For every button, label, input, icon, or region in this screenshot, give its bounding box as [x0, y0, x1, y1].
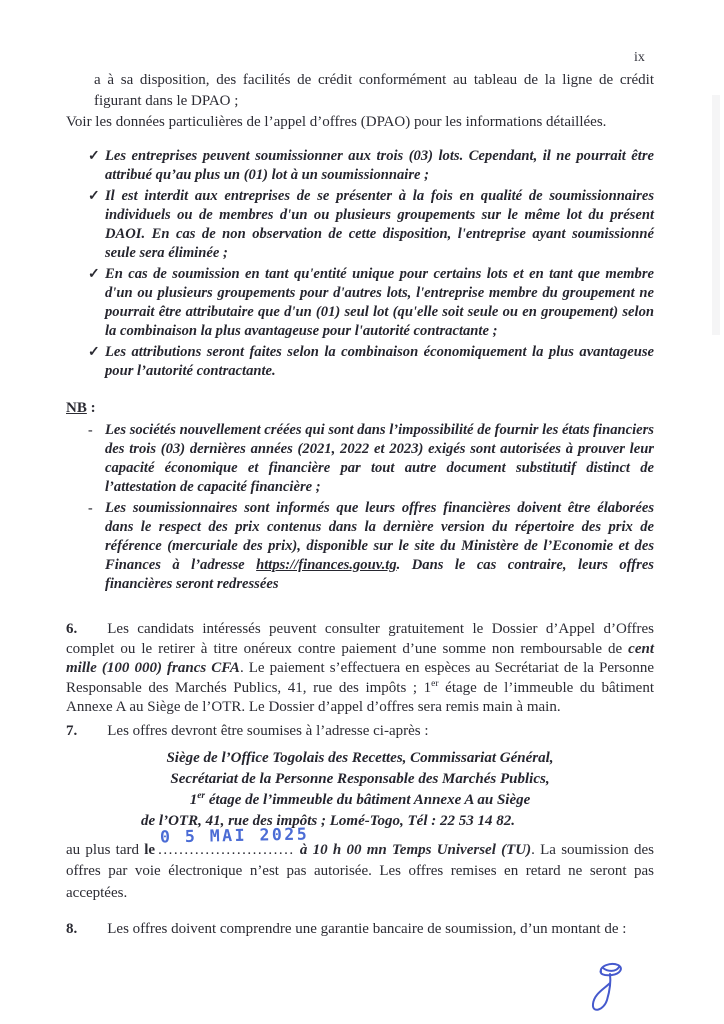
nb-heading — [66, 399, 654, 418]
section-6-paragraph — [66, 620, 654, 718]
address-line — [66, 790, 654, 811]
condition-text: En cas de soumission en tant qu'entité unique pour certains lots et en tant que membre d'un ou plusieurs groupements pour d'autres lots, l'entreprise membre du groupement ne pourrait être attributaire que d'un (01) seul lot (qu'elle soit seule ou en groupement) selon la combinaison la plus avantageuse pour l'autorité contractante ; — [105, 266, 654, 339]
section-text: Les candidats intéressés peuvent consulter gratuitement le Dossier d’Appel d’Offres complet ou le retirer à titre onéreux contre paiement d’une somme non remboursable de — [66, 621, 654, 657]
section-number: 6. — [66, 621, 78, 637]
nb-item-text: Les sociétés nouvellement créées qui sont dans l’impossibilité de fournir les états financiers des trois (03) dernières années (2021, 2022 et 2023) exigés sont autorisées à prouver leur capacité économique et financière par tout autre document substitutif distinct de l’attestation de capacité financière ; — [105, 422, 654, 495]
date-stamp: 0 5 MAI 2025 — [159, 823, 310, 847]
ordinal-superscript: er — [197, 790, 206, 801]
address-line: de l’OTR, 41, rue des impôts ; Lomé-Togo, Tél : 22 53 14 82. — [141, 812, 515, 829]
check-icon: ✓ — [88, 267, 100, 282]
dash-marker: - — [88, 423, 93, 438]
nb-item-pre: Les soumissionnaires sont informés que leurs offres financières doivent être élaborées dans le respect des prix contenus dans la dernière version du répertoire des prix de référence (mercuriale des prix), disponible sur le site du Ministère de l’Economie et des Finances à l’adresse — [105, 500, 654, 573]
dotted-line: .......................... — [158, 841, 295, 858]
section-8-paragraph — [66, 919, 654, 940]
submission-address — [66, 748, 654, 832]
list-item — [66, 265, 654, 341]
list-item — [66, 147, 654, 185]
intro-note: Voir les données particulières de l’appel d’offres (DPAO) pour les informations détaillées. — [66, 114, 607, 130]
deadline-post: . La soumission des offres par voie électronique n’est pas autorisée. Les offres remises en retard ne seront pas acceptées. — [66, 841, 654, 901]
page-number: ix — [634, 50, 645, 65]
section-number: 8. — [66, 921, 78, 937]
scan-artifact — [712, 95, 720, 335]
nb-item-post: . Dans le cas contraire, leurs offres financières seront redressées — [105, 557, 654, 592]
nb-label: NB — [66, 400, 87, 416]
nb-list — [66, 421, 654, 594]
ordinal-superscript: er — [431, 678, 439, 689]
deadline-pre: au plus tard — [66, 841, 145, 858]
intro-hanging-item: a à sa disposition, des facilités de crédit conformément au tableau de la ligne de crédit figurant dans le DPAO ; — [94, 72, 654, 109]
check-icon: ✓ — [88, 189, 100, 204]
section-number: 7. — [66, 722, 78, 739]
check-icon: ✓ — [88, 345, 100, 360]
finances-url-link[interactable]: https://finances.gouv.tg — [256, 557, 397, 573]
address-line: Secrétariat de la Personne Responsable des Marchés Publics, — [170, 770, 550, 787]
check-icon: ✓ — [88, 149, 100, 164]
condition-text: Les attributions seront faites selon la combinaison économiquement la plus avantageuse pour l’autorité contractante. — [105, 344, 654, 379]
nb-colon: : — [86, 400, 96, 416]
section-text: Les offres devront être soumises à l’adresse ci-après : — [107, 722, 429, 739]
nb-item-text — [105, 499, 654, 594]
conditions-list — [66, 147, 654, 381]
list-item — [66, 187, 654, 263]
deadline-time: à 10 h 00 mn Temps Universel (TU) — [294, 841, 532, 858]
fee-amount: cent mille (100 000) francs CFA — [66, 640, 654, 676]
list-item — [66, 499, 654, 594]
address-line-pre: 1 — [189, 791, 198, 808]
address-line: Siège de l’Office Togolais des Recettes, Commissariat Général, — [166, 749, 554, 766]
section-text: étage de l’immeuble du bâtiment Annexe A au Siège de l’OTR. Le Dossier d’appel d’offres sera remis main à main. — [66, 679, 654, 715]
deadline-le: le — [144, 841, 156, 858]
address-line-post: étage de l’immeuble du bâtiment Annexe A au Siège — [205, 791, 531, 808]
section-text: . Le paiement s’effectuera en espèces au Secrétariat de la Personne Responsable des Marchés Publics, 41, rue des impôts ; 1 — [66, 660, 654, 696]
condition-text: Il est interdit aux entreprises de se présenter à la fois en qualité de soumissionnaires individuels ou de membres d'un ou plusieurs groupements sur le même lot du présent DAOI. En cas de non observation de cette disposition, l'entreprise ayant soumissionné seule sera éliminée ; — [105, 188, 654, 261]
section-text: Les offres doivent comprendre une garantie bancaire de soumission, d’un montant de : — [107, 921, 627, 937]
list-item — [66, 421, 654, 497]
deadline-paragraph — [66, 823, 654, 905]
condition-text: Les entreprises peuvent soumissionner aux trois (03) lots. Cependant, il ne pourrait être attribué qu’au plus un (01) lot à un soumissionnaire ; — [105, 148, 654, 183]
date-blank — [158, 823, 310, 862]
signature-initial-icon — [586, 960, 630, 1018]
dash-marker: - — [88, 501, 93, 516]
list-item — [66, 343, 654, 381]
section-7-paragraph — [66, 721, 654, 742]
